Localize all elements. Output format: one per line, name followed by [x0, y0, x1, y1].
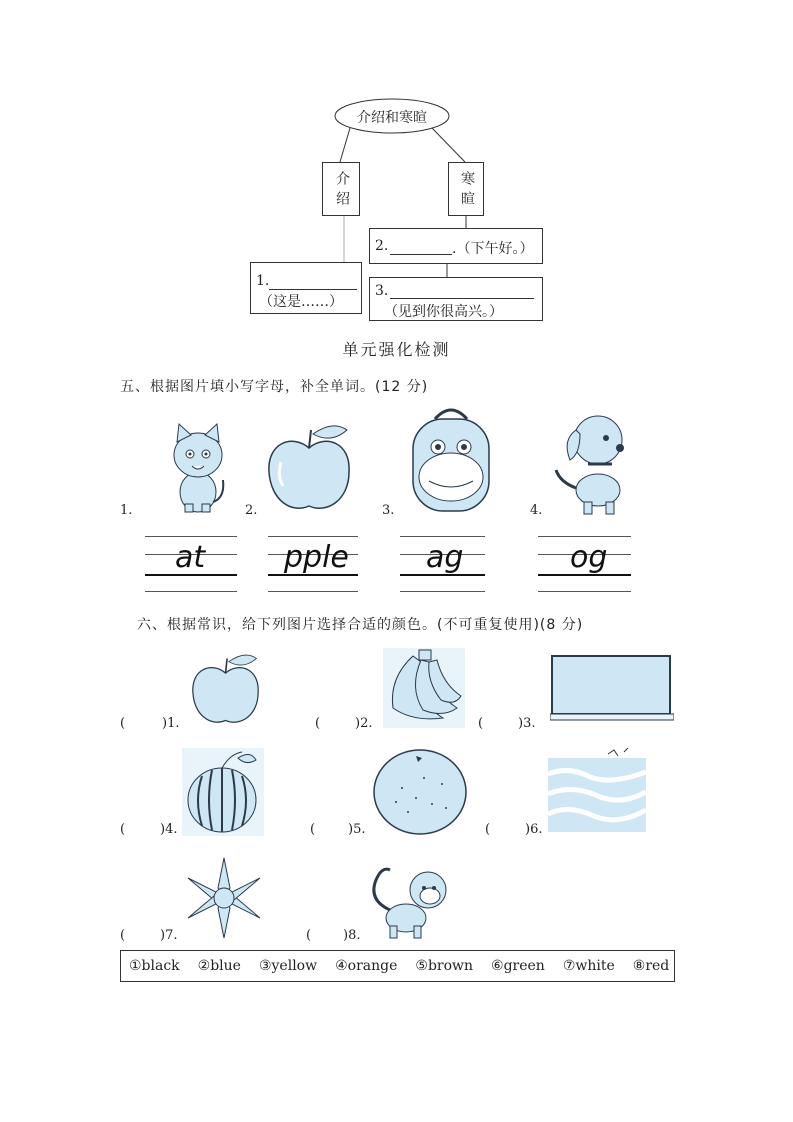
intro-box	[322, 162, 360, 216]
intro-label: 介绍	[334, 171, 350, 211]
s6-item6-label[interactable]: )6.	[525, 822, 543, 837]
option-red: ⑧red	[632, 958, 670, 974]
s5-item4-text: og	[570, 540, 608, 575]
s6-item2-label[interactable]: )2.	[355, 716, 373, 731]
concept-diagram	[0, 0, 793, 330]
item3-blank[interactable]	[390, 298, 534, 299]
item1-box	[250, 262, 362, 314]
watermelon-picture	[182, 748, 264, 836]
s5-item1-text: at	[175, 540, 206, 575]
s6-item7-label[interactable]: )7.	[160, 928, 178, 943]
greet-box	[448, 162, 484, 216]
option-black: ①black	[129, 958, 180, 974]
writing-grid-3[interactable]	[400, 536, 485, 592]
orange-picture	[372, 748, 468, 836]
s5-item3-text: ag	[426, 540, 464, 575]
greet-label: 寒暄	[459, 171, 475, 211]
section6-title: 六、根据常识，给下列图片选择合适的颜色。(不可重复使用)(8 分)	[137, 617, 584, 633]
s5-item4-number: 4.	[530, 503, 543, 518]
item1-number: 1.	[256, 273, 270, 289]
blackboard-picture	[550, 654, 674, 722]
dog-picture	[550, 410, 635, 518]
s6-item8-label[interactable]: )8.	[343, 928, 361, 943]
s6-item5-label[interactable]: )5.	[348, 822, 366, 837]
s6-item1-open: (	[120, 716, 126, 731]
s6-item2-open: (	[315, 716, 321, 731]
s6-item4-open: (	[120, 822, 126, 837]
sea-picture	[548, 748, 646, 836]
item2-number: 2.	[375, 238, 389, 254]
item3-box	[369, 277, 543, 321]
option-orange: ④orange	[335, 958, 398, 974]
s6-item8-open: (	[306, 928, 312, 943]
item2-box	[369, 228, 543, 264]
s6-item6-open: (	[485, 822, 491, 837]
s5-item1-number: 1.	[120, 503, 133, 518]
apple-picture	[263, 420, 355, 515]
s6-item1-label[interactable]: )1.	[162, 716, 180, 731]
item2-blank[interactable]	[390, 254, 452, 255]
option-white: ⑦white	[562, 958, 615, 974]
unit-heading: 单元强化检测	[342, 340, 451, 359]
section5-title: 五、根据图片填小写字母，补全单词。(12 分)	[120, 379, 429, 395]
s6-item3-open: (	[478, 716, 484, 731]
color-options-box	[120, 950, 675, 982]
item3-number: 3.	[375, 283, 389, 299]
s6-item3-label[interactable]: )3.	[518, 716, 536, 731]
s5-item2-text: pple	[284, 540, 349, 575]
option-blue: ②blue	[197, 958, 241, 974]
item1-hint: （这是……）	[259, 294, 343, 310]
writing-grid-1[interactable]	[145, 536, 237, 592]
option-yellow: ③yellow	[258, 958, 318, 974]
item2-hint: .（下午好。）	[452, 241, 534, 257]
option-green: ⑥green	[491, 958, 545, 974]
s5-item3-number: 3.	[382, 503, 395, 518]
banana-picture	[383, 648, 465, 728]
s6-item4-label[interactable]: )4.	[160, 822, 178, 837]
s6-item5-open: (	[310, 822, 316, 837]
option-brown: ⑤brown	[415, 958, 474, 974]
monkey-picture	[368, 860, 453, 942]
diagram-root-label: 介绍和寒暄	[357, 110, 427, 126]
s5-item2-number: 2.	[245, 503, 258, 518]
apple2-picture	[188, 650, 263, 728]
item1-blank[interactable]	[269, 289, 357, 290]
writing-grid-4[interactable]	[538, 536, 631, 592]
snowflake-picture	[185, 855, 263, 941]
writing-grid-2[interactable]	[268, 536, 358, 592]
item3-hint: （见到你很高兴。）	[384, 304, 503, 320]
cat-picture	[165, 420, 230, 515]
bag-picture	[405, 405, 497, 515]
s6-item7-open: (	[120, 928, 126, 943]
